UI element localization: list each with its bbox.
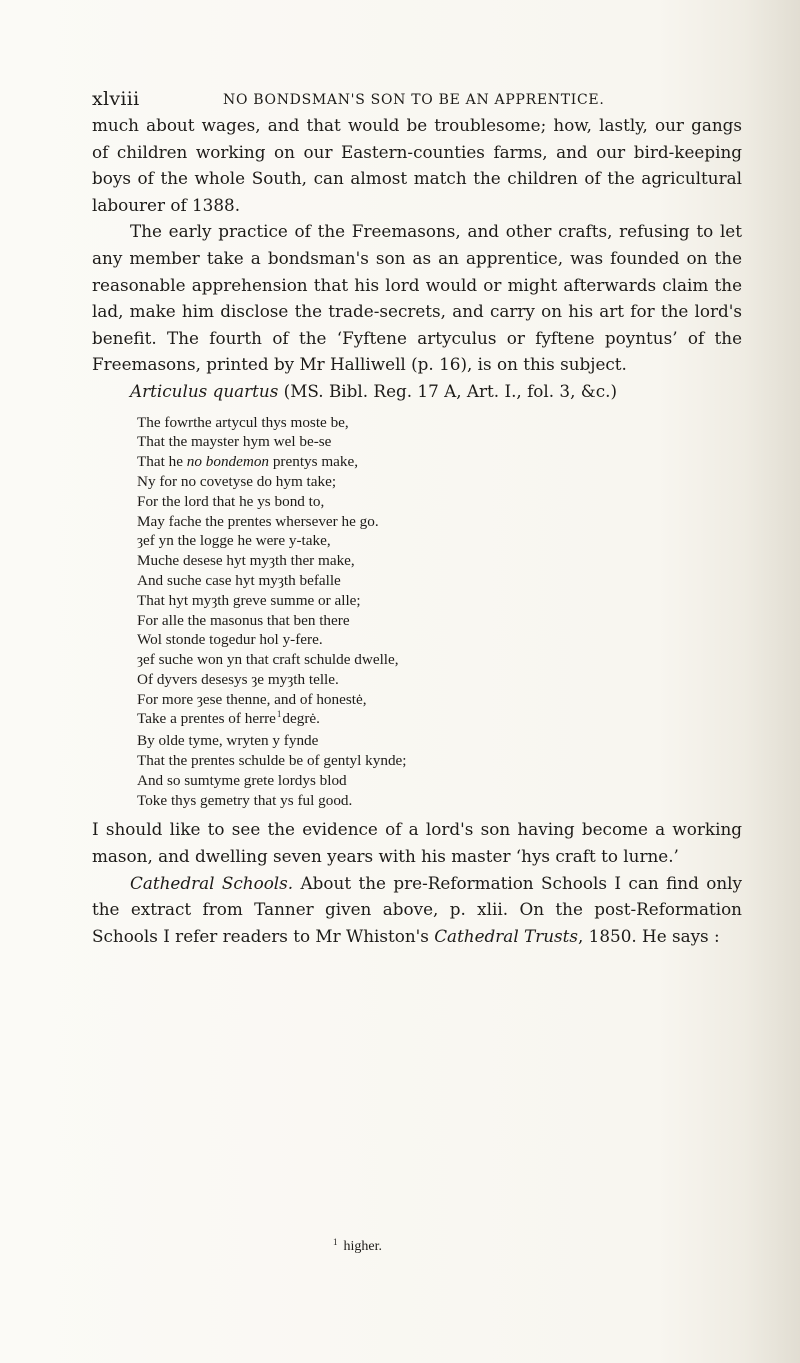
- citation: [92, 378, 742, 405]
- verse-line: That the prentes schulde be of gentyl kynde;: [137, 752, 407, 770]
- verse-emphasis: no bondemon: [186, 453, 270, 471]
- verse-line: Take a prentes of herre$^1$degrė.: [137, 709, 320, 728]
- verse-line: Of dyvers desesys ȝe myȝth telle.: [137, 670, 339, 688]
- page-number: xlviii: [92, 88, 140, 110]
- footnote-reference: 1: [276, 709, 282, 720]
- paragraph-freemasons: The early practice of the Freemasons, and other crafts, refusing to let any member take a bondsman's son as an apprentice, was founded on the reasonable apprehension that his lord would or might afterwards claim the lad, make him disclose the trade-secrets, and carry on his art for the lord's benefit. The fourth of the ‘Fyftene artyculus or fyftene poyntus’ of the Freemasons, printed by Mr Halliwell (p. 16), is on this subject.: [92, 221, 742, 375]
- body-text: [92, 112, 742, 949]
- paragraph-lords-son: I should like to see the evidence of a lord's son having become a working mason, and dwelling seven years with his master ‘hys craft to lurne.’: [92, 819, 742, 867]
- paragraph-cathedral-schools: Cathedral Schools. About the pre-Reformation Schools I can find only the extract from Tanner given above, p. xlii. On the post-Reformation Schools I refer readers to Mr Whiston's Cathedral Trusts, 1850. He says :: [92, 872, 742, 946]
- verse-line: That he no bondemon prentys make,: [137, 453, 359, 471]
- footnote-marker: 1: [333, 1237, 338, 1247]
- verse-line: And suche case hyt myȝth befalle: [137, 571, 341, 589]
- footnote: [333, 1239, 382, 1255]
- verse-line: That the mayster hym wel be-se: [137, 433, 332, 451]
- section-heading: Cathedral Schools.: [130, 872, 294, 893]
- verse-line: That hyt myȝth greve summe or alle;: [137, 591, 361, 609]
- verse-line: Muche desese hyt myȝth ther make,: [137, 552, 355, 570]
- verse-line: ȝef suche won yn that craft schulde dwelle,: [137, 651, 399, 669]
- page-header: [92, 88, 732, 112]
- verse-line: For more ȝese thenne, and of honestė,: [137, 690, 367, 708]
- verse-quotation: [137, 413, 742, 811]
- footnote-text: higher.: [343, 1239, 382, 1254]
- verse-line: For alle the masonus that ben there: [137, 611, 350, 629]
- book-title: Cathedral Trusts: [434, 925, 579, 946]
- verse-line: May fache the prentes whersever he go.: [137, 512, 379, 530]
- verse-line: Wol stonde togedur hol y-fere.: [137, 631, 323, 649]
- verse-line: Ny for no covetyse do hym take;: [137, 472, 337, 490]
- citation-title: Articulus quartus: [130, 380, 279, 401]
- verse-line: For the lord that he ys bond to,: [137, 492, 325, 510]
- verse-line: The fowrthe artycul thys moste be,: [137, 413, 349, 431]
- running-title: NO BONDSMAN'S SON TO BE AN APPRENTICE.: [223, 92, 605, 108]
- verse-line: ȝef yn the logge he were y-take,: [137, 532, 331, 550]
- verse-line: By olde tyme, wryten y fynde: [137, 732, 319, 750]
- citation-source: (MS. Bibl. Reg. 17 A, Art. I., fol. 3, &c.): [278, 380, 617, 401]
- verse-line: And so sumtyme grete lordys blod: [137, 771, 347, 789]
- paragraph-wages: much about wages, and that would be troublesome; how, lastly, our gangs of children working on our Eastern-counties farms, and our bird-keeping boys of the whole South, can almost match the children of the agricultural labourer of 1388.: [92, 115, 742, 215]
- verse-line: Toke thys gemetry that ys ful good.: [137, 791, 353, 809]
